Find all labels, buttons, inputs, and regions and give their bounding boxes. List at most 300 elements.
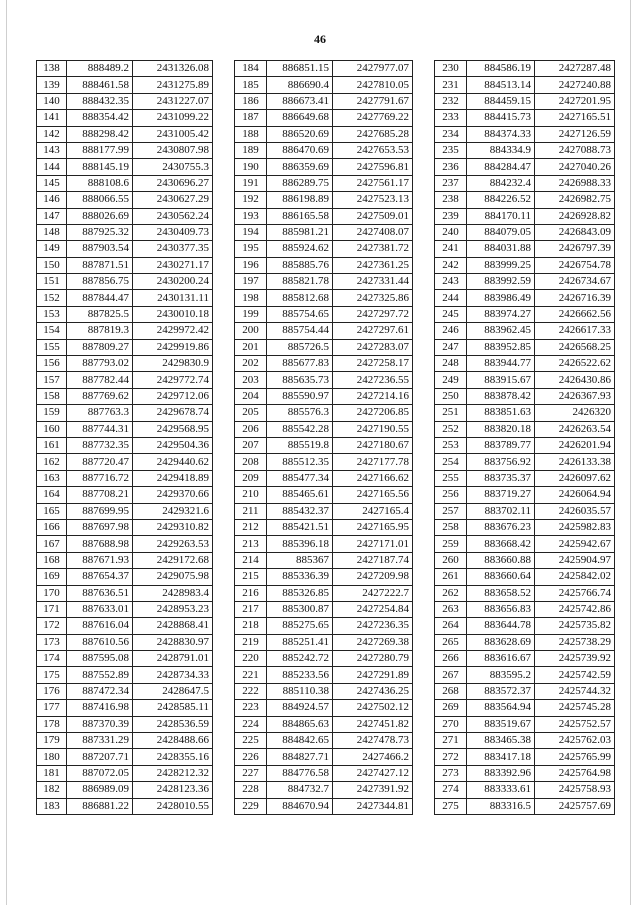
y-coordinate-cell: 2427325.86 [333,290,413,306]
y-coordinate-cell: 2427502.12 [333,700,413,716]
point-number-cell: 257 [435,503,467,519]
scan-edge-left [6,0,7,905]
point-number-cell: 215 [235,569,267,585]
x-coordinate-cell: 885677.83 [267,356,333,372]
point-number-cell: 237 [435,175,467,191]
point-number-cell: 262 [435,585,467,601]
x-coordinate-cell: 884513.14 [467,77,535,93]
x-coordinate-cell: 885251.41 [267,634,333,650]
table-row [435,519,615,535]
table-row [235,175,413,191]
y-coordinate-cell: 2427269.38 [333,634,413,650]
table-row [235,470,413,486]
table-row [435,208,615,224]
point-number-cell: 233 [435,110,467,126]
x-coordinate-cell: 887925.32 [67,224,133,240]
point-number-cell: 250 [435,388,467,404]
y-coordinate-cell: 2429504.36 [133,437,213,453]
point-number-cell: 145 [37,175,67,191]
y-coordinate-cell: 2426988.33 [535,175,615,191]
point-number-cell: 197 [235,274,267,290]
table-row [435,487,615,503]
y-coordinate-cell: 2427165.51 [535,110,615,126]
x-coordinate-cell: 883944.77 [467,356,535,372]
table-row [435,356,615,372]
table-row [235,700,413,716]
y-coordinate-cell: 2428123.36 [133,782,213,798]
y-coordinate-cell: 2430755.3 [133,159,213,175]
x-coordinate-cell: 887720.47 [67,454,133,470]
y-coordinate-cell: 2426716.39 [535,290,615,306]
table-row [435,110,615,126]
table-row [435,421,615,437]
point-number-cell: 251 [435,405,467,421]
y-coordinate-cell: 2425765.99 [535,749,615,765]
point-number-cell: 269 [435,700,467,716]
x-coordinate-cell: 884732.7 [267,782,333,798]
point-number-cell: 219 [235,634,267,650]
x-coordinate-cell: 885275.65 [267,618,333,634]
y-coordinate-cell: 2429263.53 [133,536,213,552]
table-row [435,388,615,404]
point-number-cell: 253 [435,437,467,453]
y-coordinate-cell: 2429172.68 [133,552,213,568]
y-coordinate-cell: 2426035.57 [535,503,615,519]
point-number-cell: 180 [37,749,67,765]
table-row [235,421,413,437]
point-number-cell: 209 [235,470,267,486]
table-row [435,569,615,585]
y-coordinate-cell: 2427240.88 [535,77,615,93]
table-row [37,208,213,224]
table-row [37,126,213,142]
y-coordinate-cell: 2427165.56 [333,487,413,503]
table-row [435,470,615,486]
table-row [435,552,615,568]
table-row [37,339,213,355]
y-coordinate-cell: 2427177.78 [333,454,413,470]
point-number-cell: 263 [435,601,467,617]
point-number-cell: 198 [235,290,267,306]
table-row [435,126,615,142]
table-row [37,651,213,667]
y-coordinate-cell: 2427258.17 [333,356,413,372]
x-coordinate-cell: 885300.87 [267,601,333,617]
table-row [235,782,413,798]
y-coordinate-cell: 2425742.59 [535,667,615,683]
y-coordinate-cell: 2427509.01 [333,208,413,224]
y-coordinate-cell: 2426982.75 [535,192,615,208]
point-number-cell: 258 [435,519,467,535]
table-row [435,536,615,552]
point-number-cell: 168 [37,552,67,568]
y-coordinate-cell: 2427165.4 [333,503,413,519]
y-coordinate-cell: 2425942.67 [535,536,615,552]
y-coordinate-cell: 2431005.42 [133,126,213,142]
y-coordinate-cell: 2428983.4 [133,585,213,601]
y-coordinate-cell: 2426263.54 [535,421,615,437]
point-number-cell: 196 [235,257,267,273]
table-row [37,470,213,486]
x-coordinate-cell: 883392.96 [467,765,535,781]
table-row [435,667,615,683]
table-row [37,306,213,322]
x-coordinate-cell: 887552.89 [67,667,133,683]
y-coordinate-cell: 2428010.55 [133,798,213,814]
x-coordinate-cell: 884842.65 [267,733,333,749]
point-number-cell: 195 [235,241,267,257]
point-number-cell: 150 [37,257,67,273]
table-row [37,618,213,634]
x-coordinate-cell: 888066.55 [67,192,133,208]
y-coordinate-cell: 2429972.42 [133,323,213,339]
y-coordinate-cell: 2425764.98 [535,765,615,781]
y-coordinate-cell: 2430562.24 [133,208,213,224]
x-coordinate-cell: 883616.67 [467,651,535,667]
table-row [235,569,413,585]
y-coordinate-cell: 2427165.95 [333,519,413,535]
table-row [37,667,213,683]
y-coordinate-cell: 2427040.26 [535,159,615,175]
y-coordinate-cell: 2427685.28 [333,126,413,142]
table-row [235,536,413,552]
point-number-cell: 264 [435,618,467,634]
y-coordinate-cell: 2426734.67 [535,274,615,290]
x-coordinate-cell: 885590.97 [267,388,333,404]
y-coordinate-cell: 2427427.12 [333,765,413,781]
point-number-cell: 222 [235,683,267,699]
point-number-cell: 165 [37,503,67,519]
x-coordinate-cell: 887782.44 [67,372,133,388]
y-coordinate-cell: 2427466.2 [333,749,413,765]
point-number-cell: 238 [435,192,467,208]
table-row [435,765,615,781]
table-row [37,142,213,158]
y-coordinate-cell: 2427810.05 [333,77,413,93]
y-coordinate-cell: 2427254.84 [333,601,413,617]
table-row [37,437,213,453]
table-row [235,142,413,158]
table-row [235,159,413,175]
y-coordinate-cell: 2427523.13 [333,192,413,208]
table-row [435,339,615,355]
y-coordinate-cell: 2426754.78 [535,257,615,273]
y-coordinate-cell: 2427088.73 [535,142,615,158]
table-row [235,93,413,109]
table-row [37,110,213,126]
table-row [235,405,413,421]
y-coordinate-cell: 2431227.07 [133,93,213,109]
point-number-cell: 255 [435,470,467,486]
table-row [37,241,213,257]
x-coordinate-cell: 887616.04 [67,618,133,634]
x-coordinate-cell: 883962.45 [467,323,535,339]
point-number-cell: 149 [37,241,67,257]
table-row [235,454,413,470]
x-coordinate-cell: 885754.65 [267,306,333,322]
y-coordinate-cell: 2427561.17 [333,175,413,191]
point-number-cell: 259 [435,536,467,552]
table-row [37,749,213,765]
point-number-cell: 156 [37,356,67,372]
x-coordinate-cell: 883417.18 [467,749,535,765]
x-coordinate-cell: 887633.01 [67,601,133,617]
table-row [37,503,213,519]
point-number-cell: 177 [37,700,67,716]
point-number-cell: 208 [235,454,267,470]
point-number-cell: 267 [435,667,467,683]
point-number-cell: 163 [37,470,67,486]
x-coordinate-cell: 884284.47 [467,159,535,175]
x-coordinate-cell: 885326.85 [267,585,333,601]
x-coordinate-cell: 885421.51 [267,519,333,535]
y-coordinate-cell: 2428647.5 [133,683,213,699]
table-row [37,93,213,109]
point-number-cell: 171 [37,601,67,617]
table-row [37,569,213,585]
y-coordinate-cell: 2426320 [535,405,615,421]
y-coordinate-cell: 2430807.98 [133,142,213,158]
y-coordinate-cell: 2426843.09 [535,224,615,240]
point-number-cell: 179 [37,733,67,749]
x-coordinate-cell: 883820.18 [467,421,535,437]
y-coordinate-cell: 2426367.93 [535,388,615,404]
point-number-cell: 203 [235,372,267,388]
table-row [37,634,213,650]
point-number-cell: 216 [235,585,267,601]
y-coordinate-cell: 2426097.62 [535,470,615,486]
table-row [37,765,213,781]
x-coordinate-cell: 885110.38 [267,683,333,699]
point-number-cell: 271 [435,733,467,749]
table-row [235,77,413,93]
x-coordinate-cell: 883789.77 [467,437,535,453]
x-coordinate-cell: 887844.47 [67,290,133,306]
table-row [235,601,413,617]
table-row [435,274,615,290]
y-coordinate-cell: 2425842.02 [535,569,615,585]
x-coordinate-cell: 887732.35 [67,437,133,453]
point-number-cell: 241 [435,241,467,257]
y-coordinate-cell: 2430696.27 [133,175,213,191]
table-row [235,192,413,208]
point-number-cell: 228 [235,782,267,798]
table-row [435,372,615,388]
x-coordinate-cell: 888298.42 [67,126,133,142]
table-row [235,683,413,699]
table-row [37,487,213,503]
x-coordinate-cell: 887793.02 [67,356,133,372]
table-row [235,290,413,306]
x-coordinate-cell: 885242.72 [267,651,333,667]
y-coordinate-cell: 2429772.74 [133,372,213,388]
point-number-cell: 159 [37,405,67,421]
table-row [37,585,213,601]
point-number-cell: 174 [37,651,67,667]
table-row [235,224,413,240]
y-coordinate-cell: 2430627.29 [133,192,213,208]
point-number-cell: 254 [435,454,467,470]
table-row [37,798,213,814]
x-coordinate-cell: 884586.19 [467,61,535,77]
point-number-cell: 270 [435,716,467,732]
point-number-cell: 245 [435,306,467,322]
point-number-cell: 224 [235,716,267,732]
y-coordinate-cell: 2429310.82 [133,519,213,535]
point-number-cell: 158 [37,388,67,404]
point-number-cell: 170 [37,585,67,601]
point-number-cell: 184 [235,61,267,77]
table-row [435,142,615,158]
x-coordinate-cell: 885519.8 [267,437,333,453]
point-number-cell: 147 [37,208,67,224]
x-coordinate-cell: 886690.4 [267,77,333,93]
y-coordinate-cell: 2425739.92 [535,651,615,667]
x-coordinate-cell: 885465.61 [267,487,333,503]
x-coordinate-cell: 887654.37 [67,569,133,585]
point-number-cell: 266 [435,651,467,667]
y-coordinate-cell: 2427280.79 [333,651,413,667]
table-row [235,634,413,650]
x-coordinate-cell: 887636.51 [67,585,133,601]
point-number-cell: 234 [435,126,467,142]
y-coordinate-cell: 2427596.81 [333,159,413,175]
x-coordinate-cell: 884226.52 [467,192,535,208]
x-coordinate-cell: 883628.69 [467,634,535,650]
table-row [435,683,615,699]
x-coordinate-cell: 887472.34 [67,683,133,699]
y-coordinate-cell: 2426797.39 [535,241,615,257]
point-number-cell: 187 [235,110,267,126]
y-coordinate-cell: 2425982.83 [535,519,615,535]
point-number-cell: 154 [37,323,67,339]
table-row [37,388,213,404]
y-coordinate-cell: 2427791.67 [333,93,413,109]
point-number-cell: 242 [435,257,467,273]
point-number-cell: 220 [235,651,267,667]
x-coordinate-cell: 885576.3 [267,405,333,421]
point-number-cell: 191 [235,175,267,191]
table-row [37,601,213,617]
y-coordinate-cell: 2429370.66 [133,487,213,503]
table-row [37,356,213,372]
scan-edge-right [630,0,631,905]
point-number-cell: 181 [37,765,67,781]
x-coordinate-cell: 885924.62 [267,241,333,257]
table-row [235,110,413,126]
x-coordinate-cell: 885367 [267,552,333,568]
x-coordinate-cell: 885396.18 [267,536,333,552]
point-number-cell: 148 [37,224,67,240]
x-coordinate-cell: 883676.23 [467,519,535,535]
table-row [235,339,413,355]
table-row [435,716,615,732]
y-coordinate-cell: 2425758.93 [535,782,615,798]
point-number-cell: 141 [37,110,67,126]
point-number-cell: 211 [235,503,267,519]
point-number-cell: 182 [37,782,67,798]
table-row [435,437,615,453]
y-coordinate-cell: 2427451.82 [333,716,413,732]
y-coordinate-cell: 2428488.66 [133,733,213,749]
point-number-cell: 256 [435,487,467,503]
point-number-cell: 249 [435,372,467,388]
x-coordinate-cell: 886470.69 [267,142,333,158]
table-row [435,618,615,634]
y-coordinate-cell: 2425904.97 [535,552,615,568]
y-coordinate-cell: 2427408.07 [333,224,413,240]
y-coordinate-cell: 2428791.01 [133,651,213,667]
table-row [235,126,413,142]
point-number-cell: 265 [435,634,467,650]
y-coordinate-cell: 2429678.74 [133,405,213,421]
y-coordinate-cell: 2426568.25 [535,339,615,355]
y-coordinate-cell: 2429321.6 [133,503,213,519]
y-coordinate-cell: 2427126.59 [535,126,615,142]
point-number-cell: 176 [37,683,67,699]
x-coordinate-cell: 883333.61 [467,782,535,798]
x-coordinate-cell: 887763.3 [67,405,133,421]
table-row [37,405,213,421]
point-number-cell: 140 [37,93,67,109]
table-row [235,503,413,519]
y-coordinate-cell: 2427180.67 [333,437,413,453]
point-number-cell: 243 [435,274,467,290]
coordinate-table-1 [36,60,213,815]
x-coordinate-cell: 884670.94 [267,798,333,814]
y-coordinate-cell: 2429712.06 [133,388,213,404]
x-coordinate-cell: 887769.62 [67,388,133,404]
point-number-cell: 218 [235,618,267,634]
y-coordinate-cell: 2425742.86 [535,601,615,617]
point-number-cell: 157 [37,372,67,388]
y-coordinate-cell: 2427391.92 [333,782,413,798]
point-number-cell: 210 [235,487,267,503]
x-coordinate-cell: 883660.64 [467,569,535,585]
point-number-cell: 155 [37,339,67,355]
x-coordinate-cell: 883564.94 [467,700,535,716]
table-row [235,274,413,290]
x-coordinate-cell: 884374.33 [467,126,535,142]
point-number-cell: 201 [235,339,267,355]
table-row [235,388,413,404]
table-row [37,192,213,208]
x-coordinate-cell: 887697.98 [67,519,133,535]
table-row [435,290,615,306]
x-coordinate-cell: 885477.34 [267,470,333,486]
point-number-cell: 189 [235,142,267,158]
y-coordinate-cell: 2428868.41 [133,618,213,634]
coordinate-table-3 [434,60,615,815]
x-coordinate-cell: 887871.51 [67,257,133,273]
point-number-cell: 235 [435,142,467,158]
point-number-cell: 274 [435,782,467,798]
point-number-cell: 229 [235,798,267,814]
y-coordinate-cell: 2427287.48 [535,61,615,77]
table-row [435,749,615,765]
point-number-cell: 142 [37,126,67,142]
x-coordinate-cell: 883316.5 [467,798,535,814]
y-coordinate-cell: 2427206.85 [333,405,413,421]
x-coordinate-cell: 883465.38 [467,733,535,749]
x-coordinate-cell: 883992.59 [467,274,535,290]
y-coordinate-cell: 2428536.59 [133,716,213,732]
x-coordinate-cell: 883878.42 [467,388,535,404]
x-coordinate-cell: 887331.29 [67,733,133,749]
y-coordinate-cell: 2426662.56 [535,306,615,322]
y-coordinate-cell: 2427297.61 [333,323,413,339]
y-coordinate-cell: 2430377.35 [133,241,213,257]
